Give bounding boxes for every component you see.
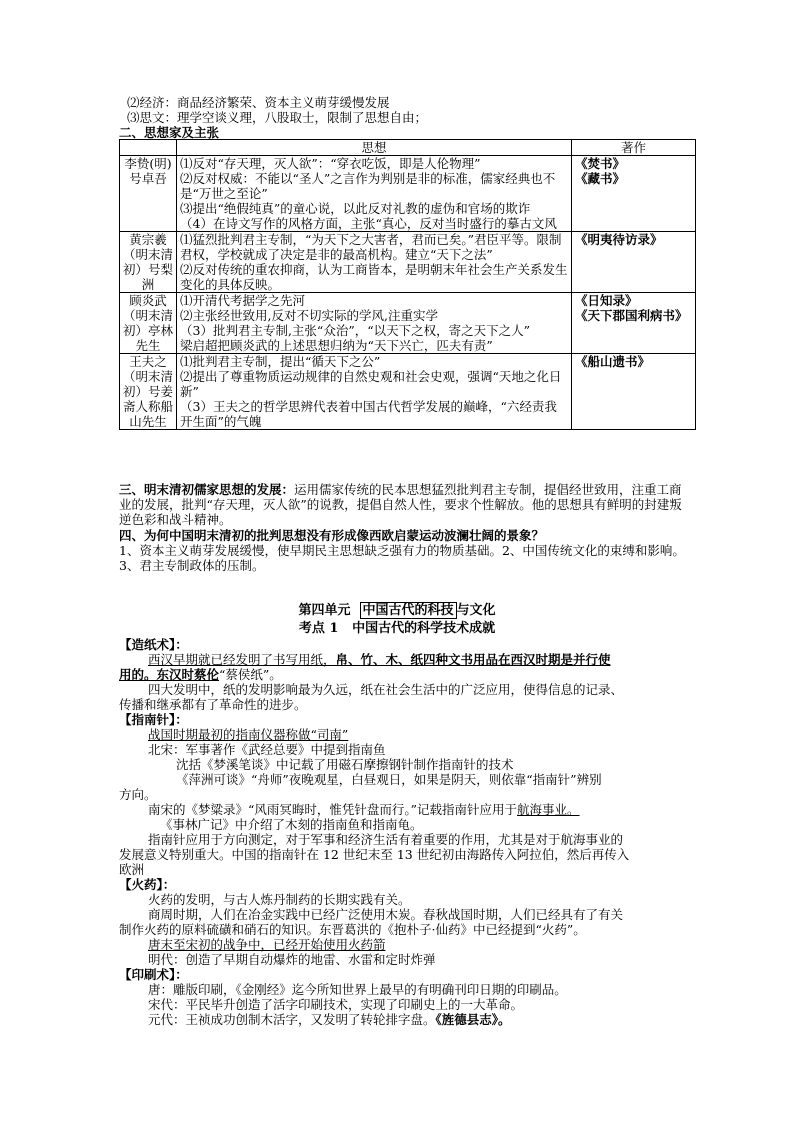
thinker-ideas	[177, 232, 572, 293]
gunpowder-line: 制作火药的原料硫磺和硝石的知识。东晋葛洪的《抱朴子·仙药》中已经提到“火药”。	[119, 922, 586, 937]
compass-text-underlined: 航海事业。	[517, 802, 580, 817]
point-title	[0, 621, 794, 636]
thinkers-table	[119, 139, 696, 430]
work-title: 《日知录》	[575, 293, 638, 308]
compass-line: 沈括《梦溪笔谈》中记载了用磁石摩擦钢针制作指南针的技术	[176, 757, 514, 772]
unit-suffix: 与文化	[456, 603, 496, 618]
idea-item: ⑴开清代考据学之先河	[180, 293, 306, 308]
compass-line: 《事林广记》中介绍了木刻的指南鱼和指南龟。	[160, 817, 423, 832]
thinker-name: 李贽(明)号卓吾	[120, 156, 177, 232]
idea-item: （3）批判君主专制,主张“众治”，“以天下之权，寄之天下之人”	[180, 323, 530, 338]
economy-line: ⑵经济：商品经济繁荣、资本主义萌芽缓慢发展	[127, 95, 390, 110]
idea-item: （3）王夫之的哲学思辨代表着中国古代哲学发展的巅峰，“六经责我开生面”的气魄	[180, 399, 557, 429]
unit-prefix: 第四单元	[298, 603, 351, 618]
point-name: 中国古代的科学技术成就	[352, 621, 496, 636]
thinker-works	[572, 293, 696, 354]
idea-item: ⑴反对“存天理，灭人欲”：“穿衣吃饭，即是人伦物理”	[180, 156, 481, 171]
work-title: 《藏书》	[575, 171, 626, 186]
table-row	[120, 232, 696, 293]
compass-line: 战国时期最初的指南仪器称做“司南”	[148, 727, 349, 742]
thinker-ideas	[177, 156, 572, 232]
paper-text: 西汉早期就已经发明了书写用纸，	[148, 652, 336, 667]
thinker-works	[572, 354, 696, 430]
idea-item: ⑵主张经世致用,反对不切实际的学风,注重实学	[180, 308, 438, 323]
paper-line	[119, 667, 282, 682]
table-row	[120, 354, 696, 430]
idea-item: ⑵反对权威：不能以“圣人”之言作为判别是非的标准，儒家经典也不是“万世之至论”	[180, 171, 556, 201]
printing-heading: 【印刷术】：	[119, 967, 188, 982]
gunpowder-line: 火药的发明，与古人炼丹制药的长期实践有关。	[148, 892, 411, 907]
idea-item: 梁启超把顾炎武的上述思想归纳为“天下兴亡，匹夫有责”	[180, 338, 493, 353]
section-3-title: 三、明末清初儒家思想的发展：	[119, 482, 295, 497]
work-title: 《天下郡国利病书》	[575, 308, 688, 323]
compass-line	[148, 802, 580, 817]
section-4-body: 1、资本主义萌芽发展缓慢，使早期民主思想缺乏强有力的物质基础。2、中国传统文化的束缚和影响。3、君主专制政体的压制。	[119, 543, 685, 573]
idea-item: ⑴猛烈批判君主专制，“为天下之大害者，君而已矣。”君臣平等。限制君权，学校就成了决定是非的最高机构。建立“天下之法”	[180, 232, 562, 262]
compass-line: 欧洲	[119, 862, 145, 877]
work-title: 《船山遗书》	[575, 354, 651, 369]
work-title: 《明夷待访录》	[575, 232, 663, 247]
printing-line: 唐：雕版印刷，《金刚经》迄今所知世界上最早的有明确刊印日期的印刷品。	[148, 982, 567, 997]
thinker-works	[572, 156, 696, 232]
table-row	[120, 293, 696, 354]
table-row	[120, 156, 696, 232]
paper-line: 传播和继承都有了革命性的进步。	[119, 697, 307, 712]
header-works-cell: 著作	[572, 140, 696, 156]
thinker-name: 黄宗羲（明末清初）号梨洲	[120, 232, 177, 293]
printing-text-bold: 《旌德县志》。	[435, 1012, 511, 1027]
thinker-works	[572, 232, 696, 293]
section-3	[119, 482, 689, 527]
section-4-title: 四、为何中国明末清初的批判思想没有形成像西欧启蒙运动波澜壮阔的景象？	[119, 528, 545, 543]
idea-item: ⑶提出“绝假纯真”的童心说，以此反对礼教的虚伪和官场的欺诈	[180, 201, 531, 216]
thinker-ideas	[177, 293, 572, 354]
idea-item: ⑵反对传统的重农抑商，认为工商皆本，是明朝末年社会生产关系发生变化的具体反映。	[180, 262, 568, 292]
compass-line: 北宋：军事著作《武经总要》中提到指南鱼	[148, 742, 386, 757]
compass-heading: 【指南针】：	[119, 712, 188, 727]
idea-item: ⑴批判君主专制，提出“循天下之公”	[180, 354, 381, 369]
compass-line: 方向。	[119, 787, 157, 802]
compass-line: 发展意义特别重大。中国的指南针在 12 世纪末至 13 世纪初由海路传入阿拉伯，然后再传入	[119, 847, 630, 862]
header-idea-cell: 思想	[177, 140, 572, 156]
paper-line	[148, 652, 611, 667]
section-2-title: 二、思想家及主张	[119, 125, 220, 140]
point-label: 考点 1	[298, 621, 339, 636]
idea-item: ⑵提出了尊重物质运动规律的自然史观和社会史观，强调“天地之化日新”	[180, 369, 562, 399]
paper-text-bold: 用的。东汉时蔡伦	[119, 667, 220, 682]
paper-text: “蔡侯纸”。	[219, 667, 282, 682]
printing-line	[148, 1012, 511, 1027]
gunpowder-line: 明代：创造了早期自动爆炸的地雷、水雷和定时炸弹	[148, 952, 436, 967]
unit-title	[0, 603, 794, 618]
work-title: 《焚书》	[575, 156, 626, 171]
paper-text-bold: 帛、竹、木、纸四种文书用品在西汉时期是并行使	[335, 652, 611, 667]
idea-item: （4）在诗文写作的风格方面，主张“真心，反对当时盛行的摹古文风	[180, 216, 557, 231]
paper-heading: 【造纸术】：	[119, 637, 188, 652]
header-name-cell	[120, 140, 177, 156]
printing-text: 元代：王祯成功创制木活字，又发明了转轮排字盘。	[148, 1012, 436, 1027]
section-3-body: 运用儒家传统的民本思想猛烈批判君主专制，提倡经世致用，注重工商业的发展，批判“存天理，灭人欲”的说教，提倡自然人性，要求个性解放。他的思想具有鲜明的封建叛逆色彩和战斗精神。	[119, 482, 682, 527]
compass-line: 《萍洲可谈》“舟师”夜晚观星，白昼观日，如果是阴天，则依靠“指南针”辨别	[176, 772, 602, 787]
unit-boxed-title: 中国古代的科技	[360, 602, 457, 619]
table-header-row	[120, 140, 696, 156]
printing-line: 宋代：平民毕升创造了活字印刷技术，实现了印刷史上的一大革命。	[148, 997, 524, 1012]
thinker-ideas	[177, 354, 572, 430]
compass-line: 指南针应用于方向测定，对于军事和经济生活有着重要的作用，尤其是对于航海事业的	[148, 832, 624, 847]
thought-line: ⑶思文：理学空谈义理，八股取士，限制了思想自由；	[127, 110, 428, 125]
thinker-name: 王夫之（明末清初）号姜斋人称船山先生	[120, 354, 177, 430]
paper-line: 四大发明中，纸的发明影响最为久远，纸在社会生活中的广泛应用，使得信息的记录、	[148, 682, 624, 697]
thinker-name: 顾炎武（明末清初）亭林先生	[120, 293, 177, 354]
gunpowder-line: 唐末至宋初的战争中，已经开始使用火药箭	[148, 937, 386, 952]
gunpowder-line: 商周时期，人们在冶金实践中已经广泛使用木炭。春秋战国时期，人们已经具有了有关	[148, 907, 624, 922]
gunpowder-heading: 【火药】：	[119, 877, 176, 892]
compass-text: 南宋的《梦粱录》“风雨冥晦时，惟凭针盘而行。”记载指南针应用于	[148, 802, 518, 817]
